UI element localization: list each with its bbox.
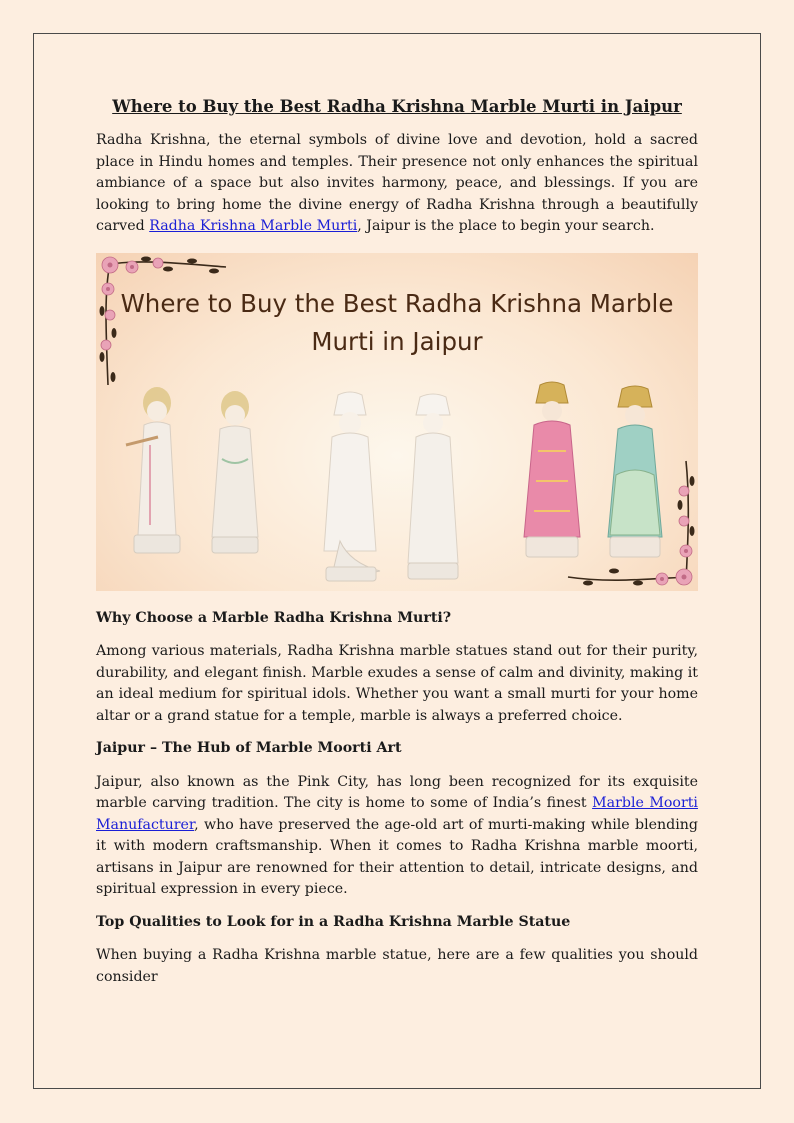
document-title: Where to Buy the Best Radha Krishna Marble Murti in Jaipur [112, 97, 682, 116]
section-paragraph-top-qualities: When buying a Radha Krishna marble statue, here are a few qualities you should consider [96, 947, 698, 985]
banner-title [96, 285, 698, 361]
section-heading-top-qualities: Top Qualities to Look for in a Radha Krishna Marble Statue [96, 913, 571, 930]
floral-vine-bottom-right-icon [558, 451, 698, 591]
banner-title-line-2: Murti in Jaipur [311, 326, 483, 356]
intro-text-end: , Jaipur is the place to begin your search. [357, 218, 655, 234]
intro-text: Radha Krishna, the eternal symbols of divine love and devotion, hold a sacred place in Hindu homes and temples. Their presence not only enhances the spiritual ambiance of a space but also invites harmony, peace, and blessings. If you are looking to bring home the divine energy of Radha Krishna through a beautifully carved [96, 132, 698, 234]
section-heading-jaipur-hub: Jaipur – The Hub of Marble Moorti Art [96, 740, 402, 756]
radha-statue-white-1-icon [202, 389, 268, 557]
banner-image [96, 253, 698, 591]
jaipur-text-end: , who have preserved the age-old art of murti-making while blending it with modern craftsmanship. When it comes to Radha Krishna marble moorti, artisans in Jaipur are renowned for their attention to detail, intricate designs, and spiritual expression in every piece. [96, 816, 698, 897]
radha-statue-white-2-icon [398, 393, 468, 583]
section-heading-why-choose: Why Choose a Marble Radha Krishna Murti? [96, 609, 452, 626]
marble-moorti-manufacturer-link[interactable]: Marble Moorti Manufacturer [96, 795, 698, 833]
section-paragraph-why-choose: Among various materials, Radha Krishna marble statues stand out for their purity, durability, and elegant finish. Marble exudes a sense of calm and divinity, making it an ideal medium for spiritual idols. Whether you want a small murti for your home altar or a grand statue for a temple, marble is always a preferred choice. [96, 643, 698, 724]
intro-paragraph [96, 130, 698, 238]
document-body [96, 96, 698, 988]
krishna-statue-white-2-icon [310, 391, 390, 583]
banner-title-line-1: Where to Buy the Best Radha Krishna Marble [120, 288, 674, 318]
section-paragraph-jaipur-hub [96, 772, 698, 901]
krishna-statue-white-1-icon [122, 385, 192, 557]
jaipur-text: Jaipur, also known as the Pink City, has long been recognized for its exquisite marble carving tradition. The city is home to some of India’s finest [96, 773, 698, 811]
radha-krishna-marble-murti-link[interactable]: Radha Krishna Marble Murti [149, 218, 358, 234]
